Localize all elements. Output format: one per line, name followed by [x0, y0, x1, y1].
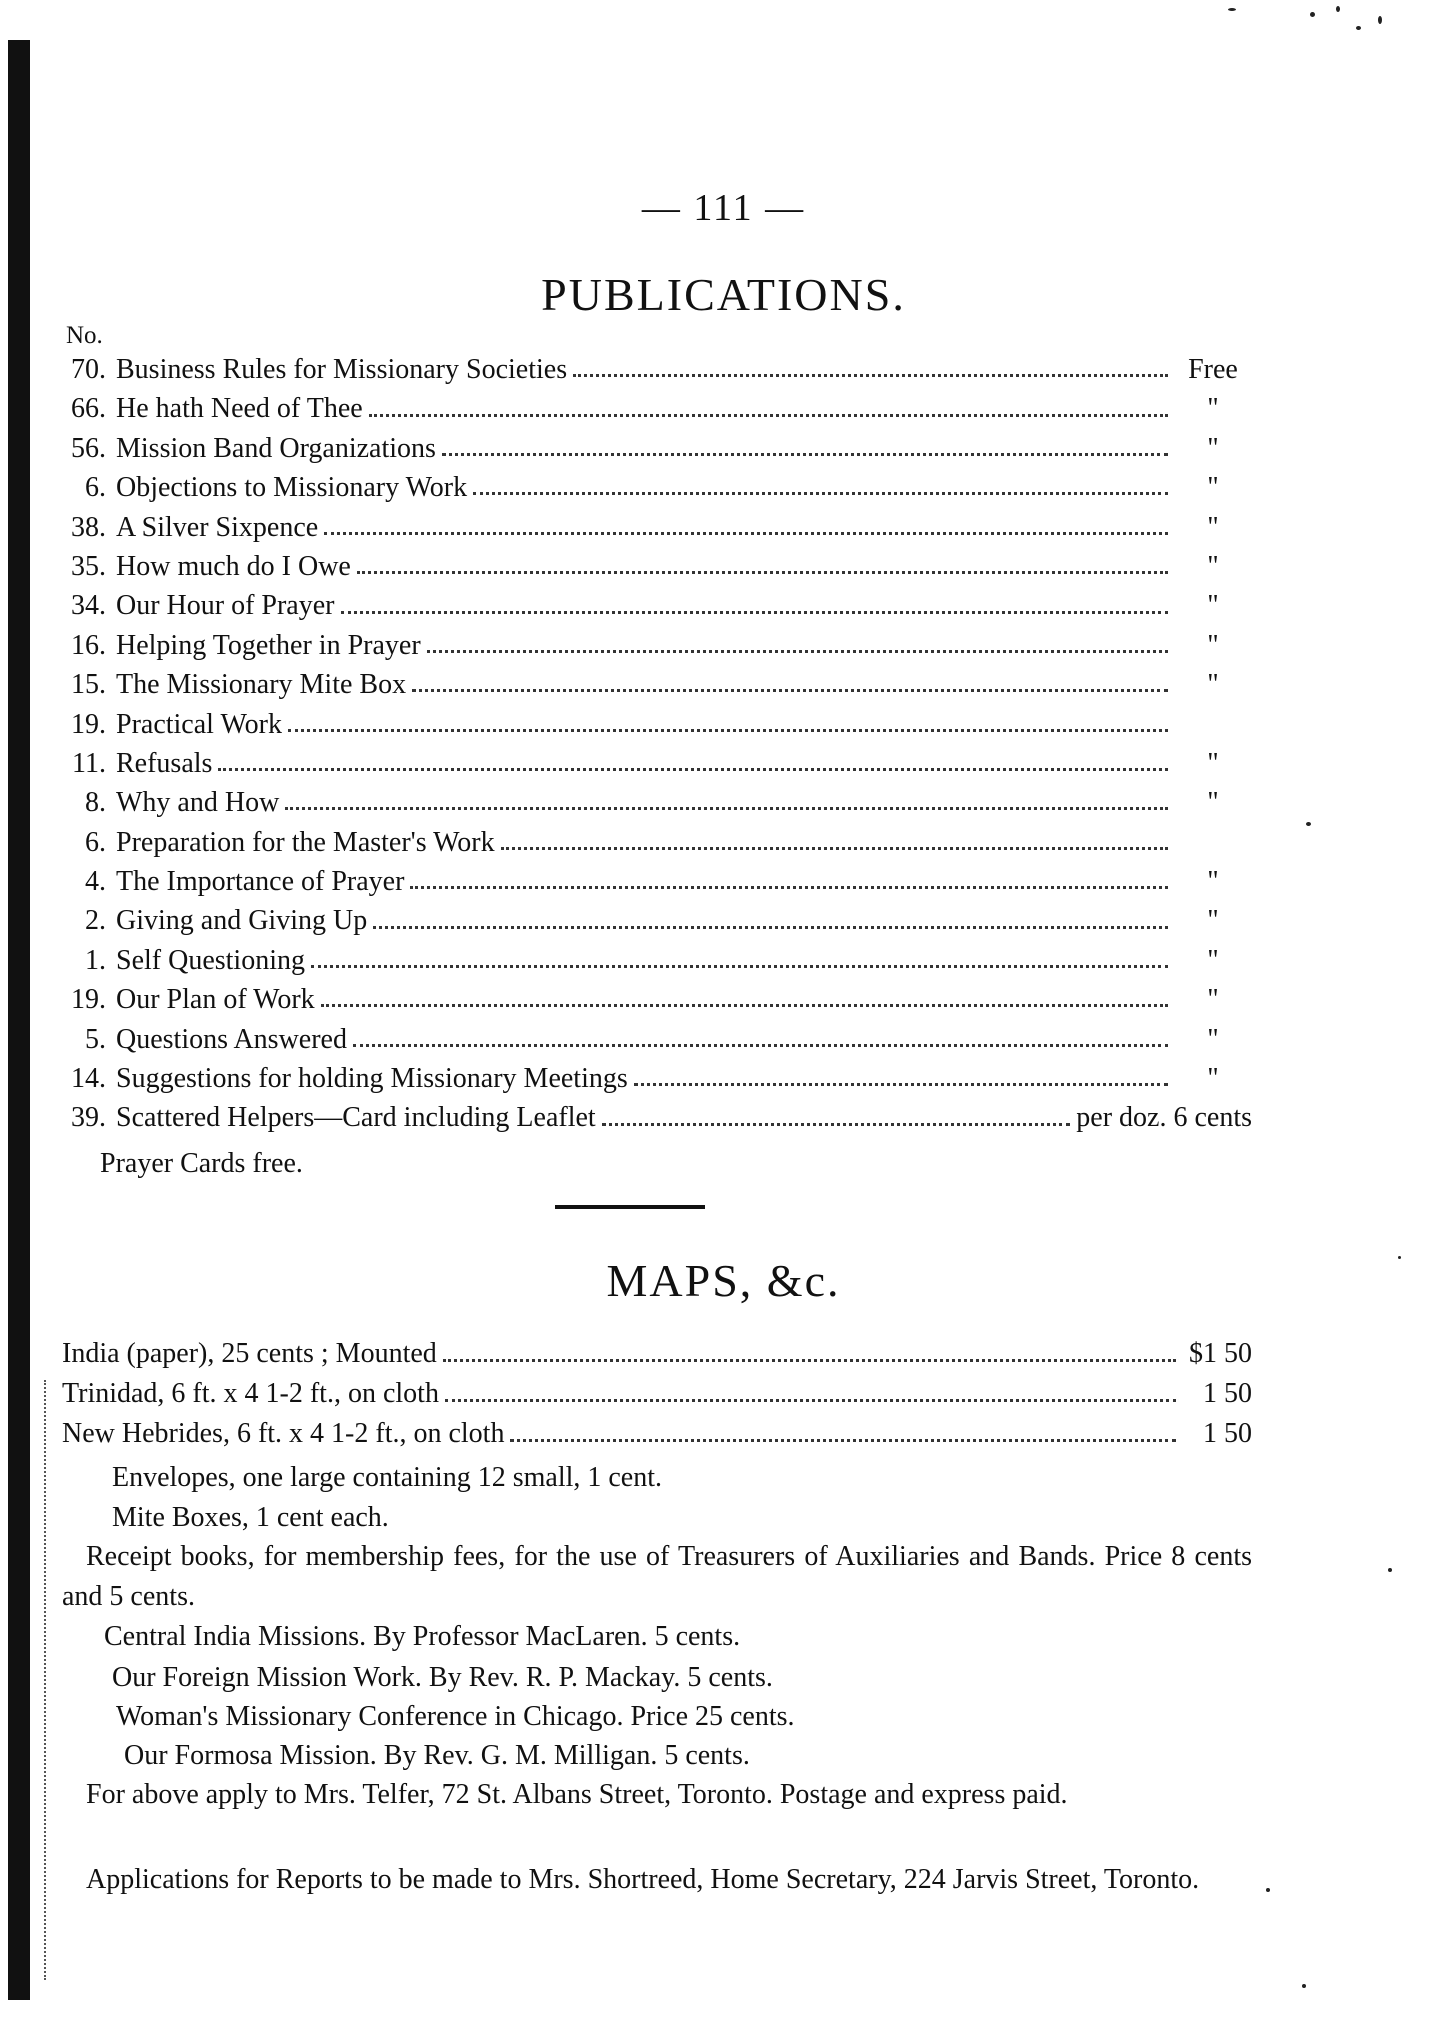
- publication-row: [62, 783, 1252, 822]
- binding-speckle: [44, 1380, 50, 1980]
- publication-number: 19.: [71, 708, 106, 740]
- map-price: 1 50: [1203, 1418, 1252, 1449]
- publication-row: [62, 744, 1252, 783]
- publication-title: Business Rules for Missionary Societies: [116, 354, 568, 385]
- publication-row: [62, 389, 1252, 428]
- dot-leader: [353, 1044, 1168, 1047]
- publication-title: Helping Together in Prayer: [116, 629, 421, 661]
- publication-number: 6.: [85, 826, 106, 858]
- dot-leader: [501, 847, 1168, 850]
- publication-title: Practical Work: [116, 708, 282, 740]
- publication-row: [62, 586, 1252, 625]
- scan-speck: [1378, 16, 1382, 24]
- mite-boxes-note: Mite Boxes, 1 cent each.: [112, 1502, 389, 1533]
- publication-row: [62, 941, 1252, 980]
- publications-heading: PUBLICATIONS.: [541, 269, 906, 320]
- publication-title: Objections to Missionary Work: [116, 472, 468, 504]
- dot-leader: [634, 1083, 1168, 1086]
- publication-price: ": [1207, 1063, 1219, 1095]
- binding-edge: [8, 40, 30, 2000]
- publication-row: [62, 350, 1252, 389]
- publications-list: [62, 350, 1252, 1138]
- publication-price: ": [1207, 393, 1219, 425]
- dot-leader: [285, 807, 1168, 810]
- dot-leader: [573, 374, 1168, 377]
- map-price: 1 50: [1203, 1378, 1252, 1409]
- number-column-label: No.: [66, 322, 103, 349]
- publication-price: ": [1207, 984, 1219, 1016]
- publication-price: ": [1207, 944, 1219, 976]
- publication-title: Scattered Helpers—Card including Leaflet: [116, 1102, 596, 1134]
- publication-number: 11.: [72, 747, 106, 779]
- publication-row: [62, 980, 1252, 1019]
- scan-speck: [1228, 8, 1236, 11]
- publication-number: 6.: [85, 472, 106, 504]
- publication-number: 38.: [71, 511, 106, 543]
- publication-number: 39.: [71, 1102, 106, 1134]
- publication-row: [62, 901, 1252, 940]
- dot-leader: [324, 532, 1168, 535]
- scan-speck: [1310, 12, 1315, 17]
- publication-price: ": [1207, 472, 1219, 504]
- publication-price: ": [1207, 905, 1219, 937]
- maps-list: [62, 1334, 1252, 1454]
- publication-number: 15.: [71, 669, 106, 701]
- publication-title: A Silver Sixpence: [116, 511, 319, 543]
- publication-number: 5.: [85, 1023, 106, 1055]
- publication-row: [62, 1059, 1252, 1098]
- publication-title: How much do I Owe: [116, 550, 351, 582]
- publication-price: ": [1207, 550, 1219, 582]
- section-divider: [555, 1205, 705, 1209]
- scan-speck: [1398, 1256, 1401, 1259]
- dot-leader: [445, 1399, 1176, 1402]
- map-title: New Hebrides, 6 ft. x 4 1-2 ft., on cloth: [62, 1418, 505, 1449]
- dot-leader: [373, 926, 1168, 929]
- publication-row: [62, 1020, 1252, 1059]
- map-row: [62, 1374, 1252, 1414]
- dot-leader: [311, 965, 1168, 968]
- map-price: $1 50: [1189, 1338, 1252, 1369]
- publication-row: [62, 547, 1252, 586]
- dot-leader: [473, 492, 1168, 495]
- scan-speck: [1302, 1984, 1306, 1988]
- publication-price: ": [1207, 511, 1219, 543]
- envelopes-note: Envelopes, one large containing 12 small, 1 cent.: [112, 1462, 663, 1493]
- publication-price: ": [1207, 669, 1219, 701]
- dot-leader: [443, 1359, 1176, 1362]
- scan-speck: [1306, 822, 1311, 826]
- publication-row: [62, 862, 1252, 901]
- publication-number: 8.: [85, 787, 106, 819]
- maps-heading: MAPS, &c.: [606, 1255, 841, 1306]
- publication-title: Suggestions for holding Missionary Meetings: [116, 1063, 628, 1095]
- publication-number: 34.: [71, 590, 106, 622]
- apply-note: For above apply to Mrs. Telfer, 72 St. Albans Street, Toronto. Postage and express paid.: [86, 1779, 1068, 1810]
- publication-row: [62, 626, 1252, 665]
- publication-number: 19.: [71, 984, 106, 1016]
- publication-row: [62, 1098, 1252, 1137]
- publication-title: Our Plan of Work: [116, 984, 315, 1016]
- publication-number: 35.: [71, 550, 106, 582]
- publication-number: 2.: [85, 905, 106, 937]
- publication-number: 70.: [71, 354, 106, 385]
- scan-speck: [1336, 6, 1340, 12]
- dot-leader: [369, 414, 1168, 417]
- womans-conference-note: Woman's Missionary Conference in Chicago. Price 25 cents.: [116, 1701, 795, 1732]
- scan-speck: [1266, 1888, 1270, 1892]
- publication-number: 1.: [85, 944, 106, 976]
- map-row: [62, 1414, 1252, 1454]
- formosa-mission-note: Our Formosa Mission. By Rev. G. M. Milligan. 5 cents.: [124, 1740, 750, 1771]
- scan-speck: [1356, 26, 1361, 30]
- central-india-note: Central India Missions. By Professor MacLaren. 5 cents.: [104, 1621, 741, 1652]
- publication-number: 66.: [71, 393, 106, 425]
- publication-title: Questions Answered: [116, 1023, 347, 1055]
- publication-price: ": [1207, 747, 1219, 779]
- publication-price: ": [1207, 866, 1219, 898]
- publication-title: Our Hour of Prayer: [116, 590, 335, 622]
- dot-leader: [357, 571, 1168, 574]
- dot-leader: [410, 886, 1168, 889]
- dot-leader: [510, 1439, 1176, 1442]
- map-title: India (paper), 25 cents ; Mounted: [62, 1338, 437, 1369]
- publication-price: Free: [1188, 354, 1238, 385]
- publication-number: 56.: [71, 432, 106, 464]
- publication-title: Mission Band Organizations: [116, 432, 436, 464]
- publication-price: per doz. 6 cents: [1076, 1102, 1252, 1134]
- publication-title: Giving and Giving Up: [116, 905, 368, 937]
- dot-leader: [218, 768, 1168, 771]
- publication-title: Preparation for the Master's Work: [116, 826, 495, 858]
- publication-price: ": [1207, 787, 1219, 819]
- publication-number: 16.: [71, 629, 106, 661]
- publication-row: [62, 429, 1252, 468]
- publication-number: 4.: [85, 866, 106, 898]
- dot-leader: [442, 453, 1168, 456]
- dot-leader: [321, 1004, 1168, 1007]
- reports-note: Applications for Reports to be made to Mrs. Shortreed, Home Secretary, 224 Jarvis Street, Toronto.: [86, 1864, 1200, 1895]
- page-number: — 111 —: [641, 187, 806, 229]
- publication-title: Refusals: [116, 747, 213, 779]
- dot-leader: [412, 689, 1168, 692]
- dot-leader: [427, 650, 1168, 653]
- dot-leader: [288, 729, 1168, 732]
- publication-row: [62, 468, 1252, 507]
- publication-row: [62, 705, 1252, 744]
- dot-leader: [341, 611, 1169, 614]
- publication-title: He hath Need of Thee: [116, 393, 363, 425]
- publication-title: The Missionary Mite Box: [116, 669, 407, 701]
- publication-price: ": [1207, 1023, 1219, 1055]
- map-title: Trinidad, 6 ft. x 4 1-2 ft., on cloth: [62, 1378, 439, 1409]
- publication-number: 14.: [71, 1063, 106, 1095]
- publication-price: ": [1207, 432, 1219, 464]
- publication-title: Self Questioning: [116, 944, 305, 976]
- map-row: [62, 1334, 1252, 1374]
- publication-row: [62, 823, 1252, 862]
- publication-price: ": [1207, 590, 1219, 622]
- publication-price: ": [1207, 629, 1219, 661]
- scan-speck: [1388, 1568, 1392, 1572]
- receipt-books-note: Receipt books, for membership fees, for the use of Treasurers of Auxiliaries and Bands. Price 8 cents and 5 cents.: [62, 1541, 1252, 1612]
- dot-leader: [602, 1123, 1071, 1126]
- publication-title: The Importance of Prayer: [116, 866, 405, 898]
- publication-title: Why and How: [116, 787, 280, 819]
- foreign-mission-note: Our Foreign Mission Work. By Rev. R. P. Mackay. 5 cents.: [112, 1662, 773, 1693]
- publication-row: [62, 508, 1252, 547]
- prayer-cards-note: Prayer Cards free.: [100, 1148, 303, 1179]
- publication-row: [62, 665, 1252, 704]
